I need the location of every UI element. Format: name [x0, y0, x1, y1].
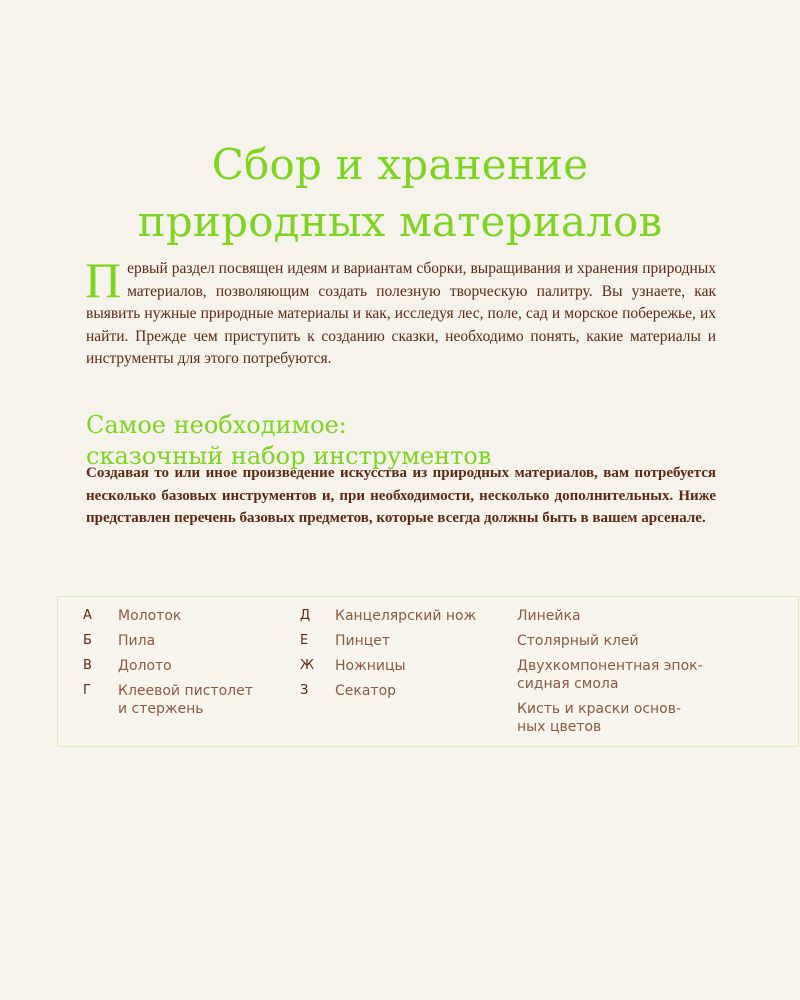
tool-name: Кисть и краски основ- ных цветов	[517, 701, 682, 735]
tool-letter: В	[83, 658, 92, 673]
tool-item	[83, 607, 293, 625]
tool-name: Столярный клей	[517, 633, 639, 649]
tool-item	[300, 682, 510, 700]
tool-item	[300, 657, 510, 675]
tool-letter: Б	[83, 633, 92, 648]
page-title	[0, 136, 800, 250]
tool-name: Долото	[118, 658, 172, 674]
tool-name: Молоток	[118, 608, 182, 624]
tool-item	[517, 700, 757, 736]
tool-letter: Ж	[300, 658, 315, 673]
tool-item	[517, 632, 757, 650]
intro-paragraph	[85, 252, 716, 371]
intro-text: ервый раздел посвящен идеям и вариантам сборки, выращивания и хранения природных материалов, позволяющим создать полезную творческую палитру. Вы узнаете, как выявить нужные природные материалы и как, исследуя лес, поле, сад и морское побережье, их найти. Прежде чем приступить к созданию сказки, необходимо понять, какие материалы и инструменты для этого потребуются.	[86, 260, 716, 367]
tool-item	[83, 682, 293, 718]
tool-name: Клеевой пистолет и стержень	[118, 683, 253, 717]
tool-letter: А	[83, 608, 92, 623]
tool-name: Пинцет	[335, 633, 391, 649]
tool-name: Ножницы	[335, 658, 406, 674]
tools-column-1	[83, 607, 293, 725]
tool-letter: З	[300, 683, 309, 698]
tool-item	[517, 607, 757, 625]
tool-letter: Е	[300, 633, 309, 648]
section-paragraph: Создавая то или иное произведение искусства из природных материалов, вам потребуется несколько базовых инструментов и, при необходимости, несколько дополнительных. Ниже представлен перечень базовых предметов, которые всегда должны быть в вашем арсенале.	[86, 465, 716, 526]
tool-name: Линейка	[517, 608, 581, 624]
tools-list-box	[57, 596, 799, 747]
tool-item	[83, 657, 293, 675]
section-subtitle-line-2: сказочный набор инструментов	[86, 441, 492, 470]
tool-letter: Д	[300, 608, 311, 623]
tool-item	[300, 607, 510, 625]
tool-name: Секатор	[335, 683, 397, 699]
page-title-line-2: природных материалов	[137, 197, 663, 247]
tool-item	[300, 632, 510, 650]
tool-item	[517, 657, 757, 693]
tool-letter: Г	[83, 683, 91, 698]
page-title-line-1: Сбор и хранение	[211, 140, 589, 190]
section-subtitle-line-1: Самое необходимое:	[86, 410, 347, 439]
tool-name: Канцелярский нож	[335, 608, 477, 624]
tool-name: Двухкомпонентная эпок- сидная смола	[517, 658, 703, 692]
drop-cap: П	[85, 252, 122, 308]
tools-column-3	[517, 607, 757, 743]
tool-item	[83, 632, 293, 650]
tool-name: Пила	[118, 633, 156, 649]
tools-column-2	[300, 607, 510, 707]
